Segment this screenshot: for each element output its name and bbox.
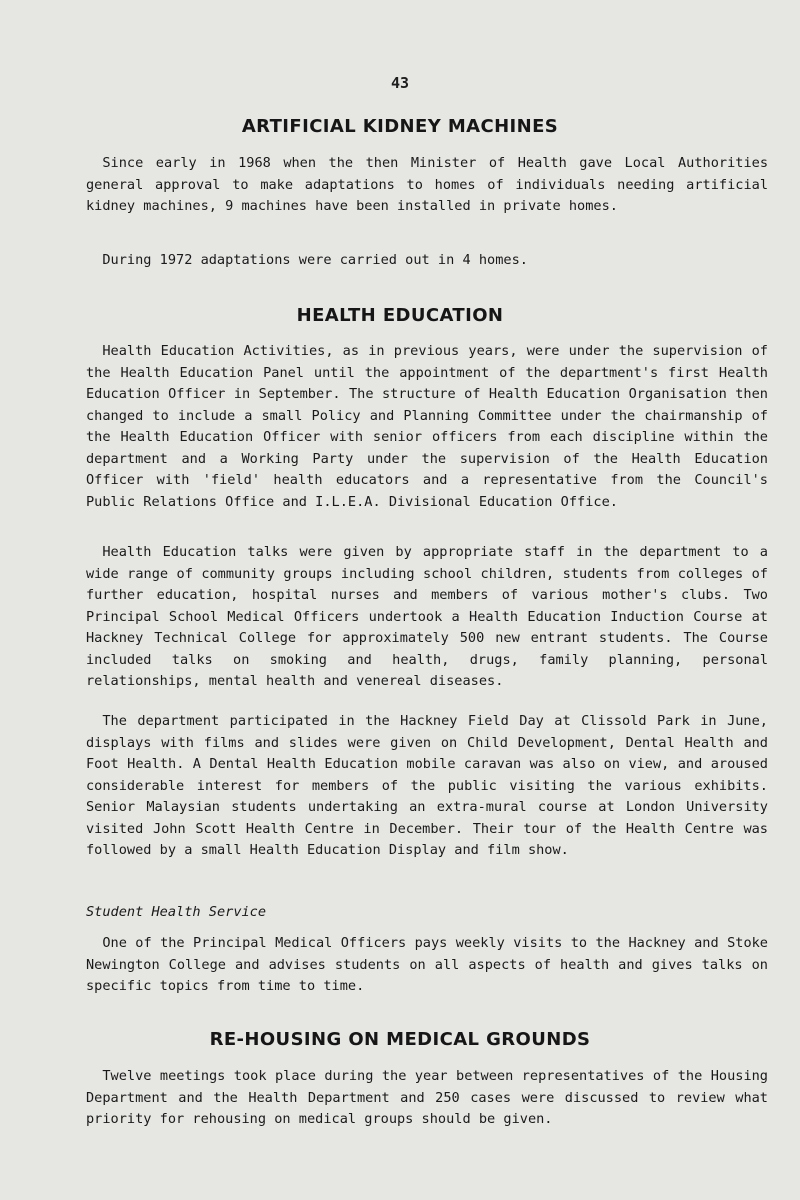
paragraph-student-health-service: One of the Principal Medical Officers pays weekly visits to the Hackney and Stoke Newington College and advises students on all aspects of health and gives talks on specific topics from time to time. <box>86 935 768 994</box>
paragraph-health-education-3: The department participated in the Hackney Field Day at Clissold Park in June, displays with films and slides were given on Child Development, Dental Health and Foot Health. A Dental Health Education mobile caravan was also on view, and aroused considerable interest for members of the public visiting the various exhibits. Senior Malaysian students undertaking an extra-mural course at London University visited John Scott Health Centre in December. Their tour of the Health Centre was followed by a small Health Education Display and film show. <box>86 713 768 858</box>
page-number: 43 <box>390 74 410 92</box>
heading-rehousing-medical-grounds: RE-HOUSING ON MEDICAL GROUNDS <box>209 1029 591 1050</box>
paragraph-health-education-2: Health Education talks were given by appropriate staff in the department to a wide range of community groups including school children, students from colleges of further education, hospital nurses and members of various mother's clubs. Two Principal School Medical Officers undertook a Health Education Induction Course at Hackney Technical College for approximately 500 new entrant students. The Course included talks on smoking and health, drugs, family planning, personal relationships, mental health and venereal diseases. <box>86 544 768 689</box>
heading-health-education: HEALTH EDUCATION <box>296 305 504 326</box>
subheading-student-health-service: Student Health Service <box>86 904 267 920</box>
heading-artificial-kidney-machines: ARTIFICIAL KIDNEY MACHINES <box>241 116 559 137</box>
paragraph-health-education-1: Health Education Activities, as in previous years, were under the supervision of the Health Education Panel until the appointment of the department's first Health Education Officer in September. The structure of Health Education Organisation then changed to include a small Policy and Planning Committee under the chairmanship of the Health Education Officer with senior officers from each discipline within the department and a Working Party under the supervision of the Health Education Officer with 'field' health educators and a representative from the Council's Public Relations Office and I.L.E.A. Divisional Education Office. <box>86 343 768 510</box>
paragraph-kidney-1: Since early in 1968 when the then Minister of Health gave Local Authorities general approval to make adaptations to homes of individuals needing artificial kidney machines, 9 machines have been installed in private homes. <box>86 155 768 214</box>
paragraph-kidney-2: During 1972 adaptations were carried out in 4 homes. <box>102 252 528 268</box>
paragraph-rehousing: Twelve meetings took place during the year between representatives of the Housing Department and the Health Department and 250 cases were discussed to review what priority for rehousing on medical groups should be given. <box>86 1068 768 1127</box>
